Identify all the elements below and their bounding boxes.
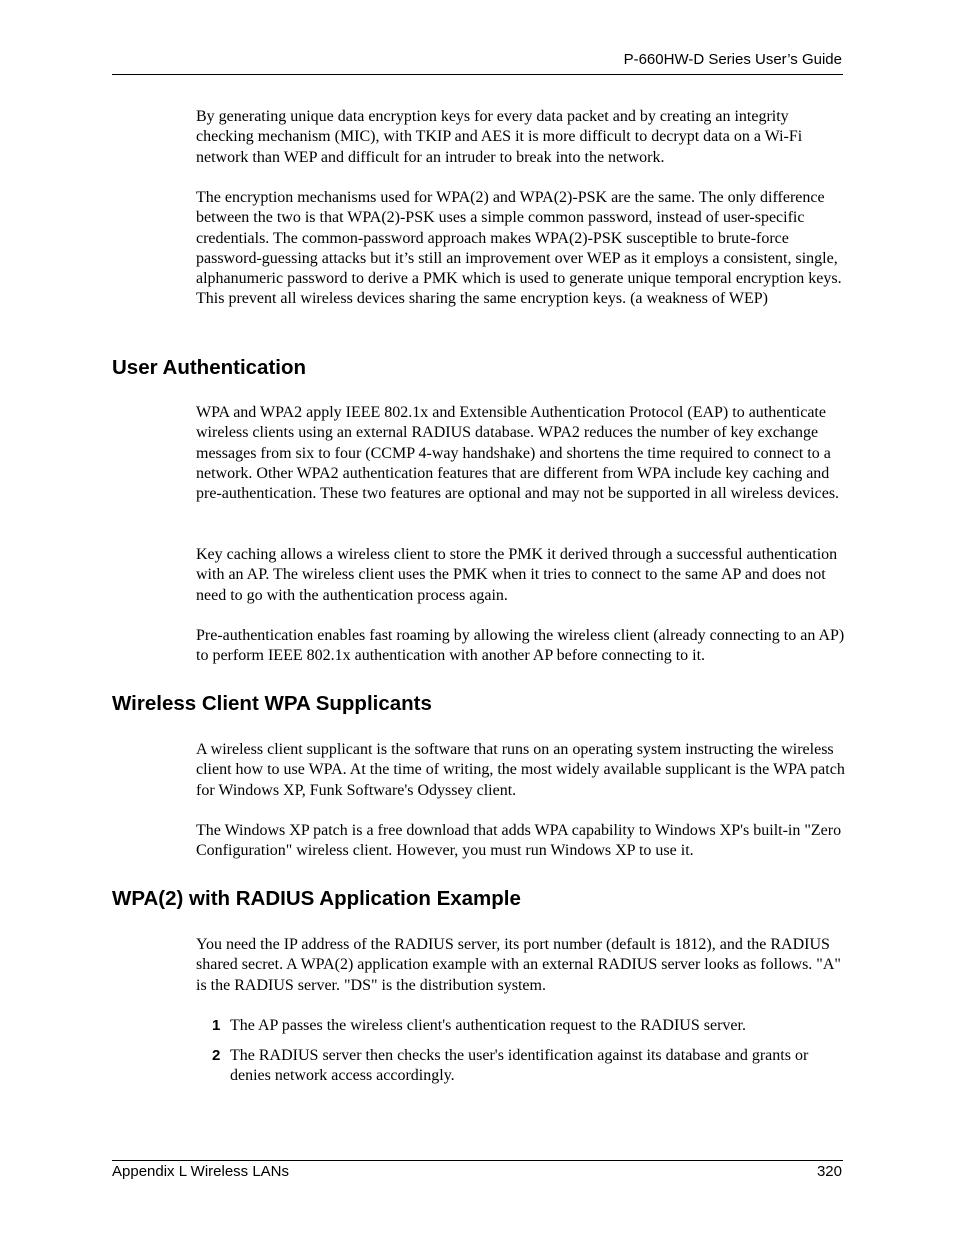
footer-divider bbox=[112, 1160, 843, 1161]
heading-radius-example: WPA(2) with RADIUS Application Example bbox=[112, 887, 521, 910]
footer-section-title: Appendix L Wireless LANs bbox=[112, 1163, 290, 1180]
step-number: 2 bbox=[212, 1047, 221, 1064]
step-text: The RADIUS server then checks the user's identification against its database and grants or denies network access accordingly. bbox=[230, 1047, 809, 1085]
supplicants-paragraph-1: A wireless client supplicant is the software that runs on an operating system instructing the wireless client how to use WPA. At the time of writing, the most widely available supplicant is the WPA patch for Windows XP, Funk Software's Odyssey client. bbox=[196, 741, 845, 799]
heading-user-authentication: User Authentication bbox=[112, 356, 307, 379]
header-divider bbox=[112, 74, 843, 75]
heading-wpa-supplicants: Wireless Client WPA Supplicants bbox=[112, 692, 432, 715]
user-auth-paragraph-2: Key caching allows a wireless client to store the PMK it derived through a successful authentication with an AP. The wireless client uses the PMK when it tries to connect to the same AP and does not need to go with the authentication process again. bbox=[196, 546, 838, 604]
footer-page-number: 320 bbox=[816, 1163, 842, 1180]
running-header-title: P-660HW-D Series User’s Guide bbox=[623, 51, 842, 68]
list-item-step-1 bbox=[212, 1016, 846, 1036]
step-text: The AP passes the wireless client's authentication request to the RADIUS server. bbox=[230, 1017, 746, 1034]
supplicants-paragraph-2: The Windows XP patch is a free download that adds WPA capability to Windows XP's built-in "Zero Configuration" wireless client. However, you must run Windows XP to use it. bbox=[196, 822, 842, 860]
user-auth-paragraph-1: WPA and WPA2 apply IEEE 802.1x and Extensible Authentication Protocol (EAP) to authenticate wireless clients using an external RADIUS database. WPA2 reduces the number of key exchange messages from six to four (CCMP 4-way handshake) and shortens the time required to connect to a network. Other WPA2 authentication features that are different from WPA include key caching and pre-authentication. These two features are optional and may not be supported in all wireless devices. bbox=[196, 404, 840, 503]
intro-paragraph-1: By generating unique data encryption keys for every data packet and by creating an integrity checking mechanism (MIC), with TKIP and AES it is more difficult to decrypt data on a Wi-Fi network than WEP and difficult for an intruder to break into the network. bbox=[196, 108, 803, 166]
intro-paragraph-2: The encryption mechanisms used for WPA(2) and WPA(2)-PSK are the same. The only difference between the two is that WPA(2)-PSK uses a simple common password, instead of user-specific credentials. The common-password approach makes WPA(2)-PSK susceptible to brute-force password-guessing attacks but it’s still an improvement over WEP as it employs a consistent, single, alphanumeric password to derive a PMK which is used to generate unique temporal encryption keys. This prevent all wireless devices sharing the same encryption keys. (a weakness of WEP) bbox=[196, 189, 842, 308]
step-number: 1 bbox=[212, 1017, 221, 1034]
user-auth-paragraph-3: Pre-authentication enables fast roaming by allowing the wireless client (already connecting to an AP) to perform IEEE 802.1x authentication with another AP before connecting to it. bbox=[196, 627, 845, 665]
list-item-step-2 bbox=[212, 1046, 846, 1087]
radius-example-paragraph: You need the IP address of the RADIUS server, its port number (default is 1812), and the RADIUS shared secret. A WPA(2) application example with an external RADIUS server looks as follows. "A" is the RADIUS server. "DS" is the distribution system. bbox=[196, 936, 841, 994]
